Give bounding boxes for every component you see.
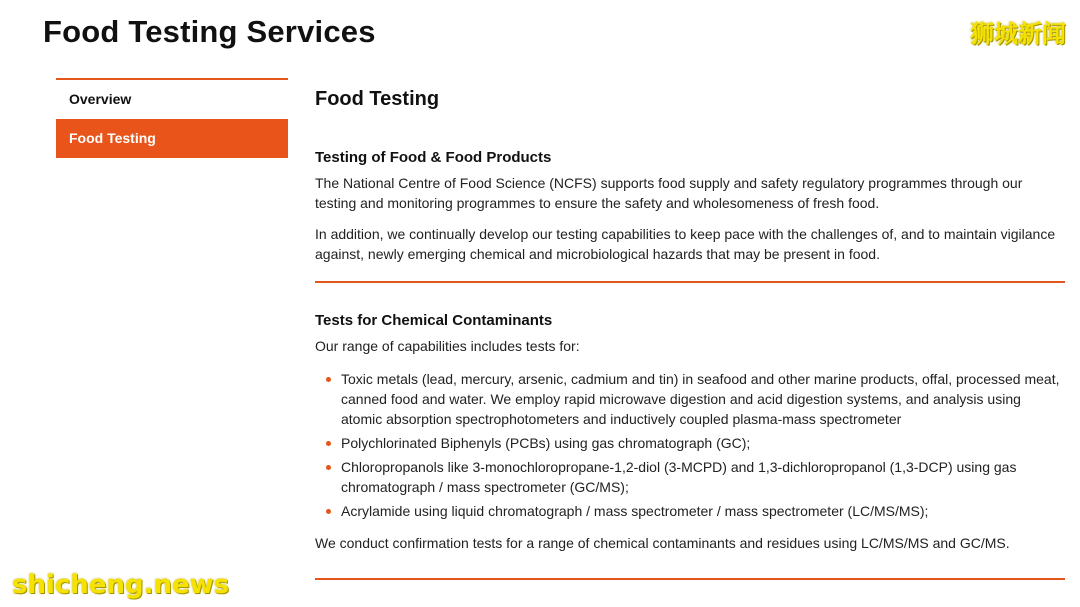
watermark-top-right: 狮城新闻	[970, 20, 1066, 48]
page-title: Food Testing Services	[43, 14, 376, 49]
section-divider-bottom	[315, 578, 1065, 580]
paragraph-capabilities-intro: Our range of capabilities includes tests for:	[315, 338, 580, 354]
bullet-icon	[326, 465, 331, 470]
sidebar-item-food-testing[interactable]: Food Testing	[56, 119, 288, 158]
section-divider	[315, 281, 1065, 283]
list-item	[315, 501, 1065, 521]
list-item	[315, 457, 1065, 497]
sidebar-item-overview[interactable]: Overview	[69, 91, 132, 107]
heading-testing-food-products: Testing of Food & Food Products	[315, 149, 552, 166]
section-title: Food Testing	[315, 88, 440, 110]
main-content	[315, 88, 1065, 580]
list-item-text: Chloropropanols like 3-monochloropropane-1,2-diol (3-MCPD) and 1,3-dichloropropanol (1,3-DCP) using gas chromatograph / mass spectrometer (GC/MS);	[341, 459, 1017, 495]
list-item	[315, 433, 1065, 453]
heading-chemical-contaminants: Tests for Chemical Contaminants	[315, 312, 553, 329]
list-item-text: Acrylamide using liquid chromatograph / mass spectrometer / mass spectrometer (LC/MS/MS);	[341, 503, 929, 519]
paragraph-ncfs-support: The National Centre of Food Science (NCFS) supports food supply and safety regulatory programmes through our testing and monitoring programmes to ensure the safety and wholesomeness of fresh food.	[315, 175, 1023, 211]
paragraph-testing-capabilities: In addition, we continually develop our testing capabilities to keep pace with the challenges of, and to maintain vigilance against, newly emerging chemical and microbiological hazards that may be present in food.	[315, 226, 1056, 262]
bullet-icon	[326, 509, 331, 514]
list-item-text: Polychlorinated Biphenyls (PCBs) using gas chromatograph (GC);	[341, 435, 751, 451]
watermark-bottom-left: shicheng.news	[12, 570, 230, 600]
bullet-icon	[326, 441, 331, 446]
list-item-text: Toxic metals (lead, mercury, arsenic, cadmium and tin) in seafood and other marine products, offal, processed meat, canned food and water. We employ rapid microwave digestion and acid digestion systems, and analysis using atomic absorption spectrophotometers and inductively coupled plasma-mass spectrometer	[341, 371, 1060, 427]
list-item	[315, 369, 1065, 429]
bullet-icon	[326, 377, 331, 382]
paragraph-confirmation-tests: We conduct confirmation tests for a range of chemical contaminants and residues using LC/MS/MS and GC/MS.	[315, 535, 1010, 551]
side-navigation	[56, 78, 288, 158]
contaminant-tests-list	[315, 369, 1065, 521]
